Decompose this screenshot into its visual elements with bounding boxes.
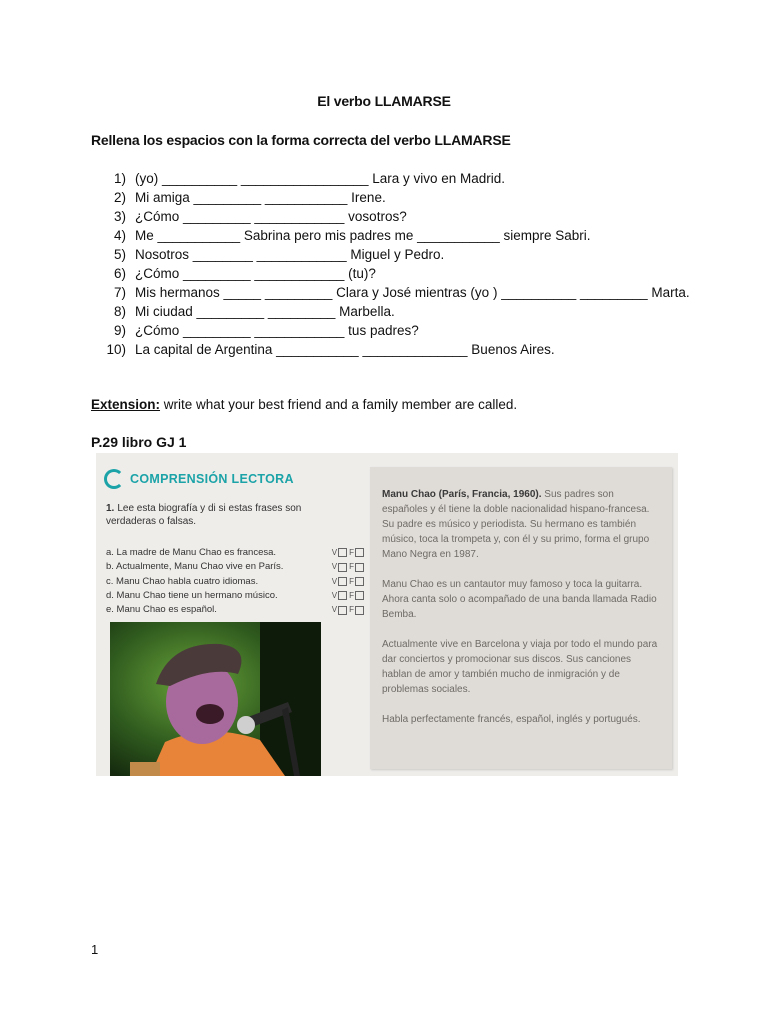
item-number: 9) [113, 323, 126, 338]
statement-item [106, 575, 366, 589]
statement-text: c. Manu Chao habla cuatro idiomas. [106, 575, 259, 587]
true-mark: V [331, 605, 338, 615]
statement-text: a. La madre de Manu Chao es francesa. [106, 547, 277, 558]
item-text: Mi ciudad _________ _________ Marbella. [135, 304, 395, 319]
exercise-item [91, 340, 691, 359]
checkbox-icon [338, 563, 347, 572]
checkbox-icon [355, 563, 364, 572]
checkbox-icon [355, 577, 364, 586]
true-false-boxes [324, 560, 366, 574]
true-false-boxes [324, 603, 366, 617]
exercise-item [91, 321, 691, 340]
task-text: Lee esta biografía y di si estas frases son verdaderas o falsas. [106, 503, 302, 527]
document-title: El verbo LLAMARSE [317, 93, 451, 109]
item-text: ¿Cómo _________ ____________ tus padres? [135, 323, 419, 338]
statement-text: d. Manu Chao tiene un hermano músico. [106, 589, 278, 601]
biography-card [370, 467, 672, 769]
singer-photo [110, 622, 321, 776]
task-instruction [106, 502, 346, 528]
true-false-boxes [324, 589, 366, 603]
exercise-list [91, 169, 691, 359]
item-number: 2) [113, 190, 126, 205]
false-mark: F [349, 605, 354, 615]
false-mark: F [349, 562, 354, 572]
extension-label: Extension: [91, 397, 161, 412]
bio-paragraph: Manu Chao es un cantautor muy famoso y toca la guitarra. Ahora canta solo o acompañado de una banda llamada Radio Bemba. [382, 579, 657, 620]
item-text: Nosotros ________ ____________ Miguel y Pedro. [135, 247, 445, 262]
textbook-left-column [96, 453, 366, 776]
statement-text: e. Manu Chao es español. [106, 604, 217, 616]
textbook-scan [96, 453, 678, 776]
checkbox-icon [338, 591, 347, 600]
checkbox-icon [338, 606, 347, 615]
item-number: 8) [113, 304, 126, 319]
item-text: (yo) __________ _________________ Lara y vivo en Madrid. [135, 171, 506, 186]
false-mark: F [349, 590, 354, 600]
exercise-instruction: Rellena los espacios con la forma correcta del verbo LLAMARSE [91, 132, 511, 148]
true-mark: V [331, 562, 338, 572]
speech-bubble-icon [104, 469, 124, 489]
bio-paragraph: Habla perfectamente francés, español, inglés y portugués. [382, 714, 641, 725]
exercise-item [91, 207, 691, 226]
item-number: 7) [113, 285, 126, 300]
statement-item [106, 560, 366, 574]
checkbox-icon [355, 606, 364, 615]
exercise-item [91, 245, 691, 264]
exercise-item [91, 302, 691, 321]
statement-item [106, 589, 366, 603]
false-mark: F [349, 576, 354, 586]
true-mark: V [331, 576, 338, 586]
item-text: La capital de Argentina ___________ ______________ Buenos Aires. [135, 342, 555, 357]
bio-paragraph [382, 487, 660, 562]
task-number: 1. [106, 503, 115, 514]
exercise-item [91, 264, 691, 283]
book-reference: P.29 libro GJ 1 [91, 434, 187, 450]
extension-text: write what your best friend and a family member are called. [160, 397, 518, 412]
true-false-boxes [324, 546, 366, 560]
singer-photo-illustration [110, 622, 321, 776]
item-number: 6) [113, 266, 126, 281]
item-text: ¿Cómo _________ ____________ (tu)? [135, 266, 376, 281]
page-number: 1 [91, 942, 99, 957]
extension-task [91, 397, 517, 412]
section-header [104, 469, 294, 489]
checkbox-icon [338, 548, 347, 557]
bio-paragraph: Actualmente vive en Barcelona y viaja por todo el mundo para dar conciertos y promocionar sus discos. Sus canciones hablan de amor y también mucho de inmigración y de problemas sociales. [382, 639, 658, 695]
exercise-item [91, 169, 691, 188]
checkbox-icon [355, 548, 364, 557]
item-number: 1) [113, 171, 126, 186]
bio-heading: Manu Chao (París, Francia, 1960). [382, 489, 542, 500]
statement-list [106, 546, 366, 617]
item-text: Me ___________ Sabrina pero mis padres me ___________ siempre Sabri. [135, 228, 591, 243]
item-number: 5) [113, 247, 126, 262]
item-number: 4) [113, 228, 126, 243]
false-mark: F [349, 548, 354, 557]
statement-text: b. Actualmente, Manu Chao vive en París. [106, 561, 284, 573]
true-mark: V [331, 548, 338, 557]
section-title: COMPRENSIÓN LECTORA [130, 472, 294, 486]
item-text: Mis hermanos _____ _________ Clara y José mientras (yo ) __________ _________ Marta. [135, 285, 690, 300]
exercise-item [91, 283, 691, 302]
item-number: 3) [113, 209, 126, 224]
exercise-item [91, 188, 691, 207]
checkbox-icon [338, 577, 347, 586]
statement-item [106, 603, 366, 617]
item-text: Mi amiga _________ ___________ Irene. [135, 190, 386, 205]
true-false-boxes [324, 575, 366, 589]
true-mark: V [331, 590, 338, 600]
exercise-item [91, 226, 691, 245]
statement-item [106, 546, 366, 560]
checkbox-icon [355, 591, 364, 600]
bio-text: Sus padres son españoles y él tiene la doble nacionalidad hispano-francesa. Su padre es músico y periodista. Su hermano es también músico, toca la trompeta y, con él y su primo, forma el grupo Mano Negra en 1987. [382, 489, 650, 560]
item-number: 10) [106, 342, 126, 357]
item-text: ¿Cómo _________ ____________ vosotros? [135, 209, 407, 224]
